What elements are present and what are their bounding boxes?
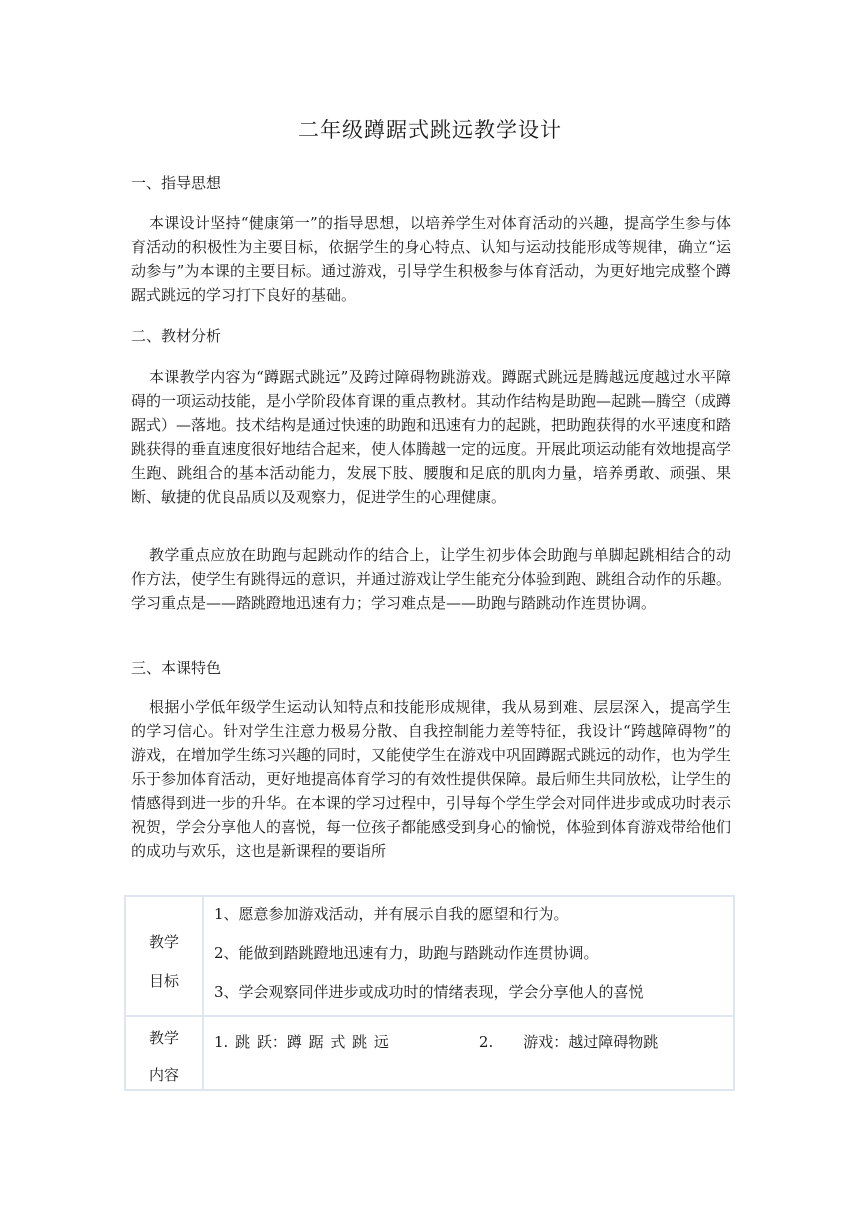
section-heading-lesson-features: 三、本课特色 [131,659,222,677]
paragraph-lesson-features: 根据小学低年级学生运动认知特点和技能形成规律，我从易到难、层层深入，提高学生的学习信心。针对学生注意力极易分散、自我控制能力差等特征，我设计“跨越障碍物”的游戏，在增加学生练习兴趣的同时，又能使学生在游戏中巩固蹲踞式跳远的动作，也为学生乐于参加体育活动，更好地提高体育学习的有效性提供保障。最后师生共同放松，让学生的情感得到进一步的升华。在本课的学习过程中，引导每个学生学会对同伴进步或成功时表示祝贺，学会分享他人的喜悦，每一位孩子都能感受到身心的愉悦，体验到体育游戏带给他们的成功与欢乐，这也是新课程的要诣所 [131,698,732,860]
section-heading-material-analysis: 二、教材分析 [131,327,222,345]
paragraph-guiding-idea: 本课设计坚持“健康第一”的指导思想，以培养学生对体育活动的兴趣，提高学生参与体育活动的积极性为主要目标，依据学生的身心特点、认知与运动技能形成等规律，确立“运动参与”为本课的主要目标。通过游戏，引导学生积极参与体育活动，为更好地完成整个蹲踞式跳远的学习打下良好的基础。 [131,214,731,304]
table-row-content [125,1016,734,1090]
content-label-line1: 教学 [148,1029,179,1047]
goal-item: 1、愿意参加游戏活动，并有展示自我的愿望和行为。 [214,905,569,923]
paragraph-material-analysis: 本课教学内容为“蹲踞式跳远”及跨过障碍物跳游戏。蹲踞式跳远是腾越远度越过水平障碍的一项运动技能，是小学阶段体育课的重点教材。其动作结构是助跑—起跳—腾空（成蹲踞式）—落地。技术结构是通过快速的助跑和迅速有力的起跳，把助跑获得的水平速度和踏跳获得的垂直速度很好地结合起来，使人体腾越一定的远度。开展此项运动能有效地提高学生跑、跳组合的基本活动能力，发展下肢、腰腹和足底的肌肉力量，培养勇敢、顽强、果断、敏捷的优良品质以及观察力，促进学生的心理健康。 [131,368,732,506]
goals-label-line2: 目标 [148,972,179,990]
goal-item: 3、学会观察同伴进步或成功时的情绪表现，学会分享他人的喜悦 [214,983,644,1001]
goals-content-cell [203,896,734,1016]
content-label-cell [125,1016,203,1090]
content-content-cell [203,1016,734,1090]
goals-label-line1: 教学 [148,933,179,951]
paragraph-teaching-focus: 教学重点应放在助跑与起跳动作的结合上，让学生初步体会助跑与单脚起跳相结合的动作方法，使学生有跳得远的意识，并通过游戏让学生能充分体验到跑、跳组合动作的乐趣。学习重点是——踏跳蹬地迅速有力；学习难点是——助跑与踏跳动作连贯协调。 [131,546,732,612]
content-label-line2: 内容 [148,1066,179,1084]
section-heading-guiding-idea: 一、指导思想 [131,174,222,192]
document-title: 二年级蹲踞式跳远教学设计 [298,118,562,142]
content-text: 1. 跳 跃：蹲 踞 式 跳 远 2. 游戏：越过障碍物跳 [214,1033,659,1051]
table-row-goals [125,896,734,1016]
goal-item: 2、能做到踏跳蹬地迅速有力，助跑与踏跳动作连贯协调。 [214,944,599,962]
goals-label-cell [125,896,203,1016]
lesson-info-table [124,895,735,1091]
